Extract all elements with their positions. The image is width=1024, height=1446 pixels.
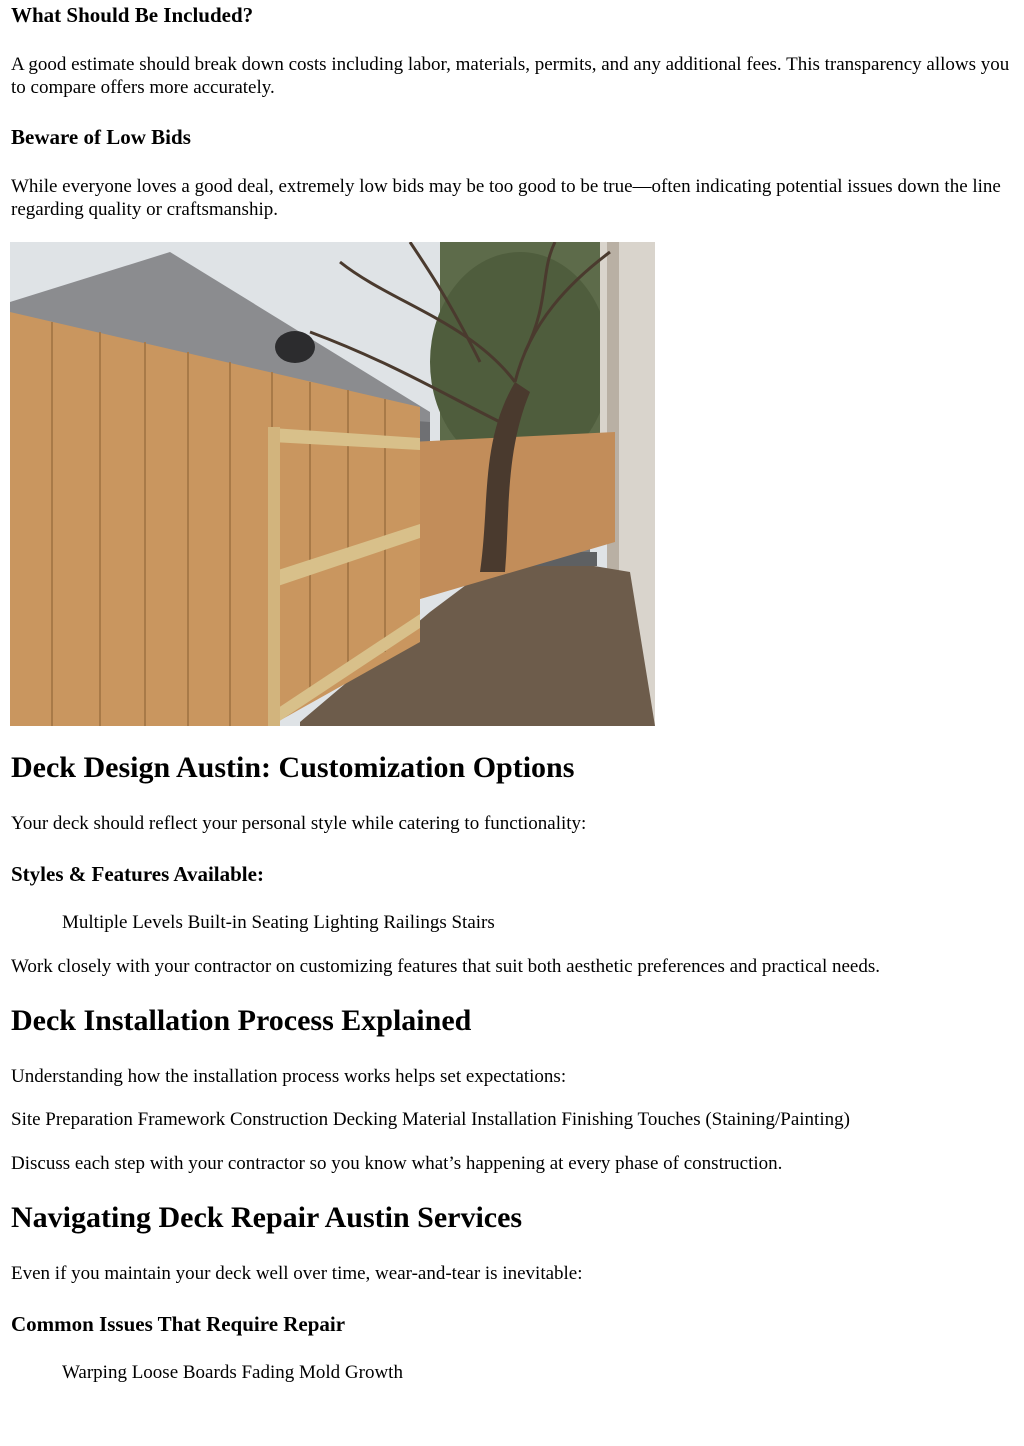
heading-what-should-be-included: What Should Be Included? — [11, 3, 254, 27]
list-styles-features: Multiple Levels Built-in Seating Lighting Railings Stairs — [62, 912, 495, 933]
paragraph-repair-intro: Even if you maintain your deck well over time, wear-and-tear is inevitable: — [11, 1263, 583, 1284]
heading-beware-low-bids: Beware of Low Bids — [11, 125, 191, 149]
paragraph-install-closing: Discuss each step with your contractor so you know what’s happening at every phase of construction. — [11, 1153, 783, 1174]
heading-deck-design: Deck Design Austin: Customization Options — [11, 751, 575, 784]
heading-common-issues: Common Issues That Require Repair — [11, 1312, 346, 1336]
heading-deck-repair: Navigating Deck Repair Austin Services — [11, 1201, 523, 1234]
paragraph-design-intro: Your deck should reflect your personal style while catering to functionality: — [11, 813, 587, 834]
fence-photo — [10, 242, 655, 726]
list-install-steps: Site Preparation Framework Construction Decking Material Installation Finishing Touches (Staining/Painting) — [11, 1109, 850, 1130]
paragraph-low-bids: While everyone loves a good deal, extremely low bids may be too good to be true—often indicating potential issues down the line regarding quality or craftsmanship. — [11, 176, 1001, 220]
heading-deck-installation: Deck Installation Process Explained — [11, 1004, 472, 1037]
paragraph-install-intro: Understanding how the installation process works helps set expectations: — [11, 1066, 567, 1087]
paragraph-design-closing: Work closely with your contractor on customizing features that suit both aesthetic preferences and practical needs. — [11, 956, 880, 977]
heading-styles-features: Styles & Features Available: — [11, 862, 264, 886]
list-common-issues: Warping Loose Boards Fading Mold Growth — [62, 1362, 403, 1383]
paragraph-estimate-breakdown: A good estimate should break down costs including labor, materials, permits, and any additional fees. This transparency allows you to compare offers more accurately. — [11, 54, 1010, 98]
